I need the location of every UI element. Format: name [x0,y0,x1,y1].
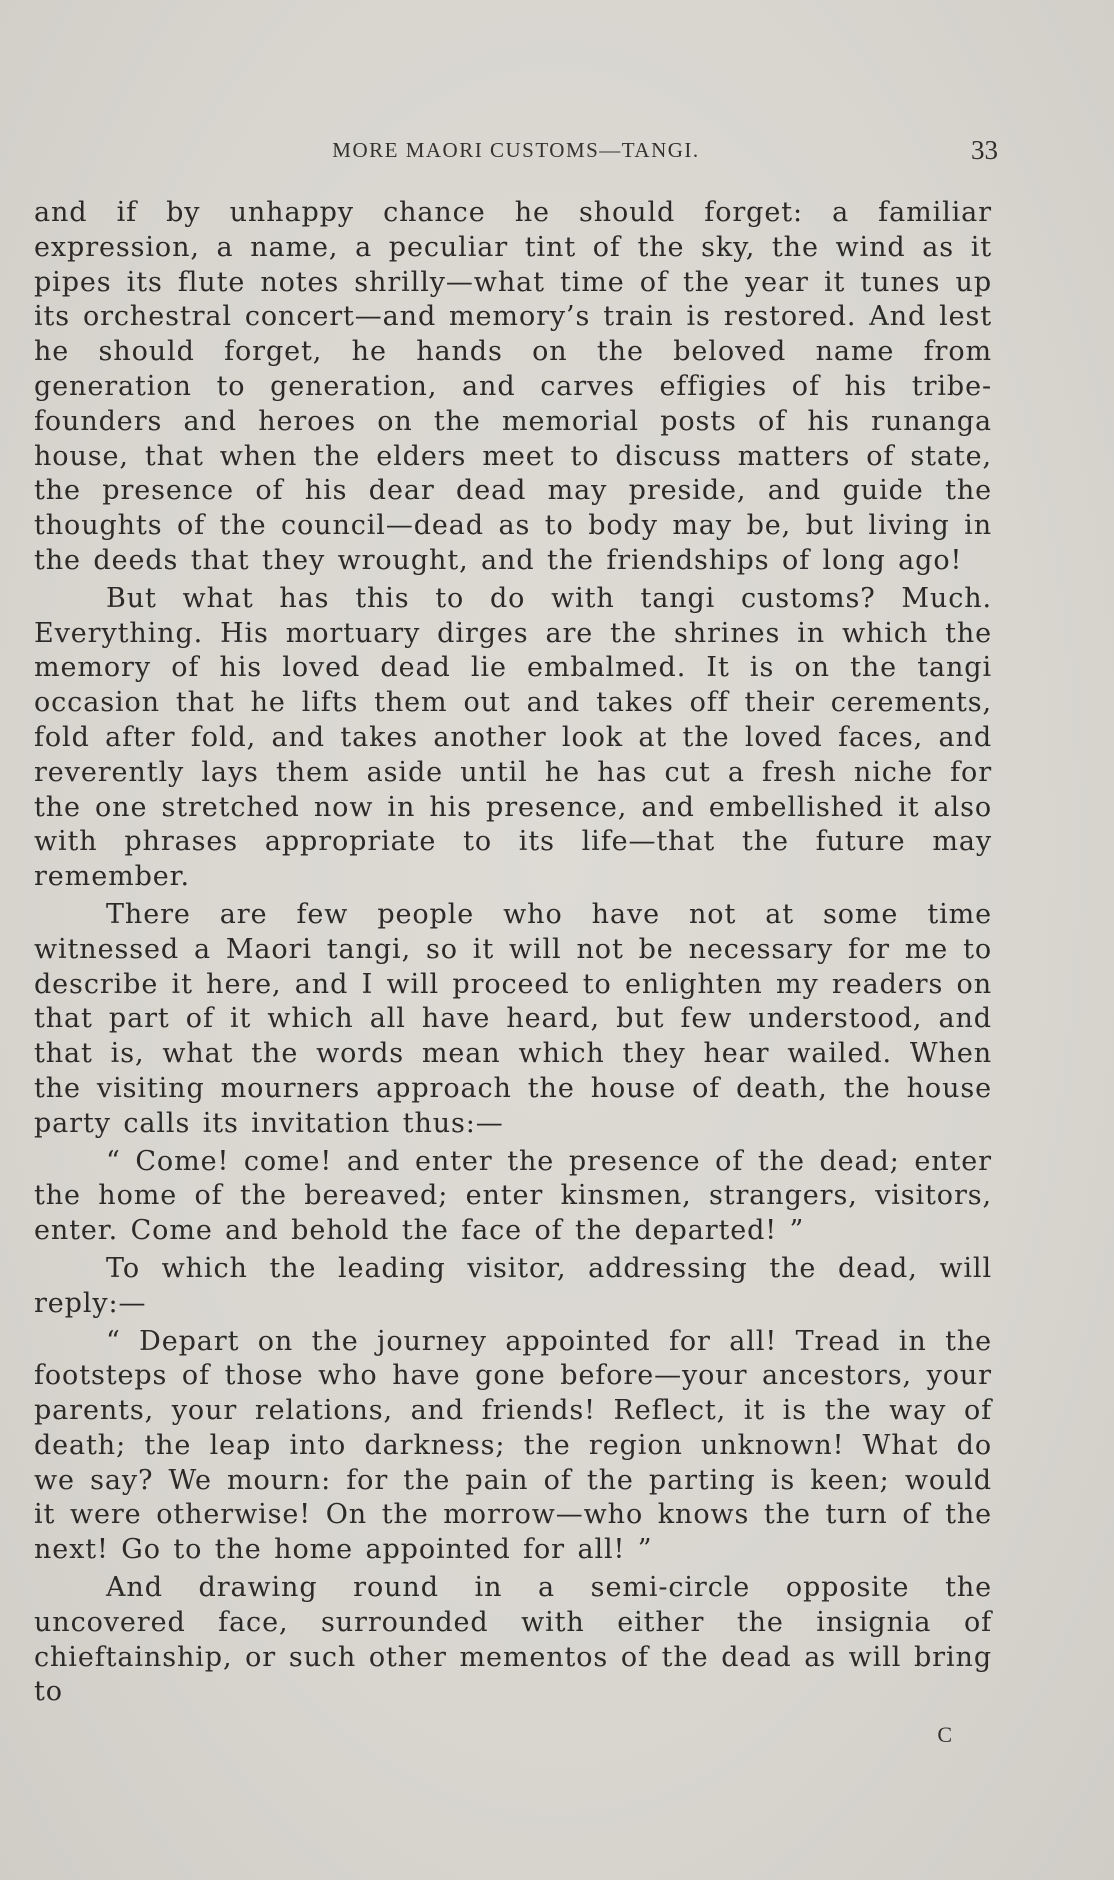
paragraph-continuation: and if by unhappy chance he should forget: a familiar expression, a name, a peculiar tint of the sky, the wind as it pipes its flute notes shrilly—what time of the year it tunes up its orchestral concert—and memory’s train is restored. And lest he should forget, he hands on the beloved name from generation to generation, and carves effigies of his tribe-founders and heroes on the memorial posts of his runanga house, that when the elders meet to discuss matters of state, the presence of his dear dead may preside, and guide the thoughts of the council—dead as to body may be, but living in the deeds that they wrought, and the friendships of long ago! [34,197,992,576]
paragraph-witnessed-tangi: There are few people who have not at some time witnessed a Maori tangi, so it will not be necessary for me to describe it here, and I will proceed to enlighten my readers on that part of it which all have heard, but few understood, and that is, what the words mean which they hear wailed. When the visiting mourners approach the house of death, the house party calls its invitation thus:— [34,898,992,1139]
paragraph-tangi-customs: But what has this to do with tangi customs? Much. Everything. His mortuary dirges are the shrines in which the memory of his loved dead lie embalmed. It is on the tangi occasion that he lifts them out and takes off their cerements, fold after fold, and takes another look at the loved faces, and reverently lays them aside until he has cut a fresh niche for the one stretched now in his presence, and embellished it also with phrases appropriate to its life—that the future may remember. [34,582,992,893]
page-header [34,136,998,166]
paragraph-semi-circle: And drawing round in a semi-circle opposite the uncovered face, surrounded with either the insignia of chieftainship, or such other mementos of the dead as will bring to [34,1572,992,1708]
page-number: 33 [971,135,998,165]
paragraph-visitor-reply: To which the leading visitor, addressing the dead, will reply:— [34,1252,992,1319]
body-text [34,196,992,1713]
quote-invitation: “ Come! come! and enter the presence of the dead; enter the home of the bereaved; enter kinsmen, strangers, visitors, enter. Come and behold the face of the departed! ” [34,1145,992,1247]
running-title: MORE MAORI CUSTOMS—TANGI. [332,138,700,162]
signature-mark: C [937,1722,952,1747]
quote-farewell: “ Depart on the journey appointed for all! Tread in the footsteps of those who have gone before—your ancestors, your parents, your relations, and friends! Reflect, it is the way of death; the leap into darkness; the region unknown! What do we say? We mourn: for the pain of the parting is keen; would it were otherwise! On the morrow—who knows the turn of the next! Go to the home appointed for all! ” [34,1325,992,1566]
